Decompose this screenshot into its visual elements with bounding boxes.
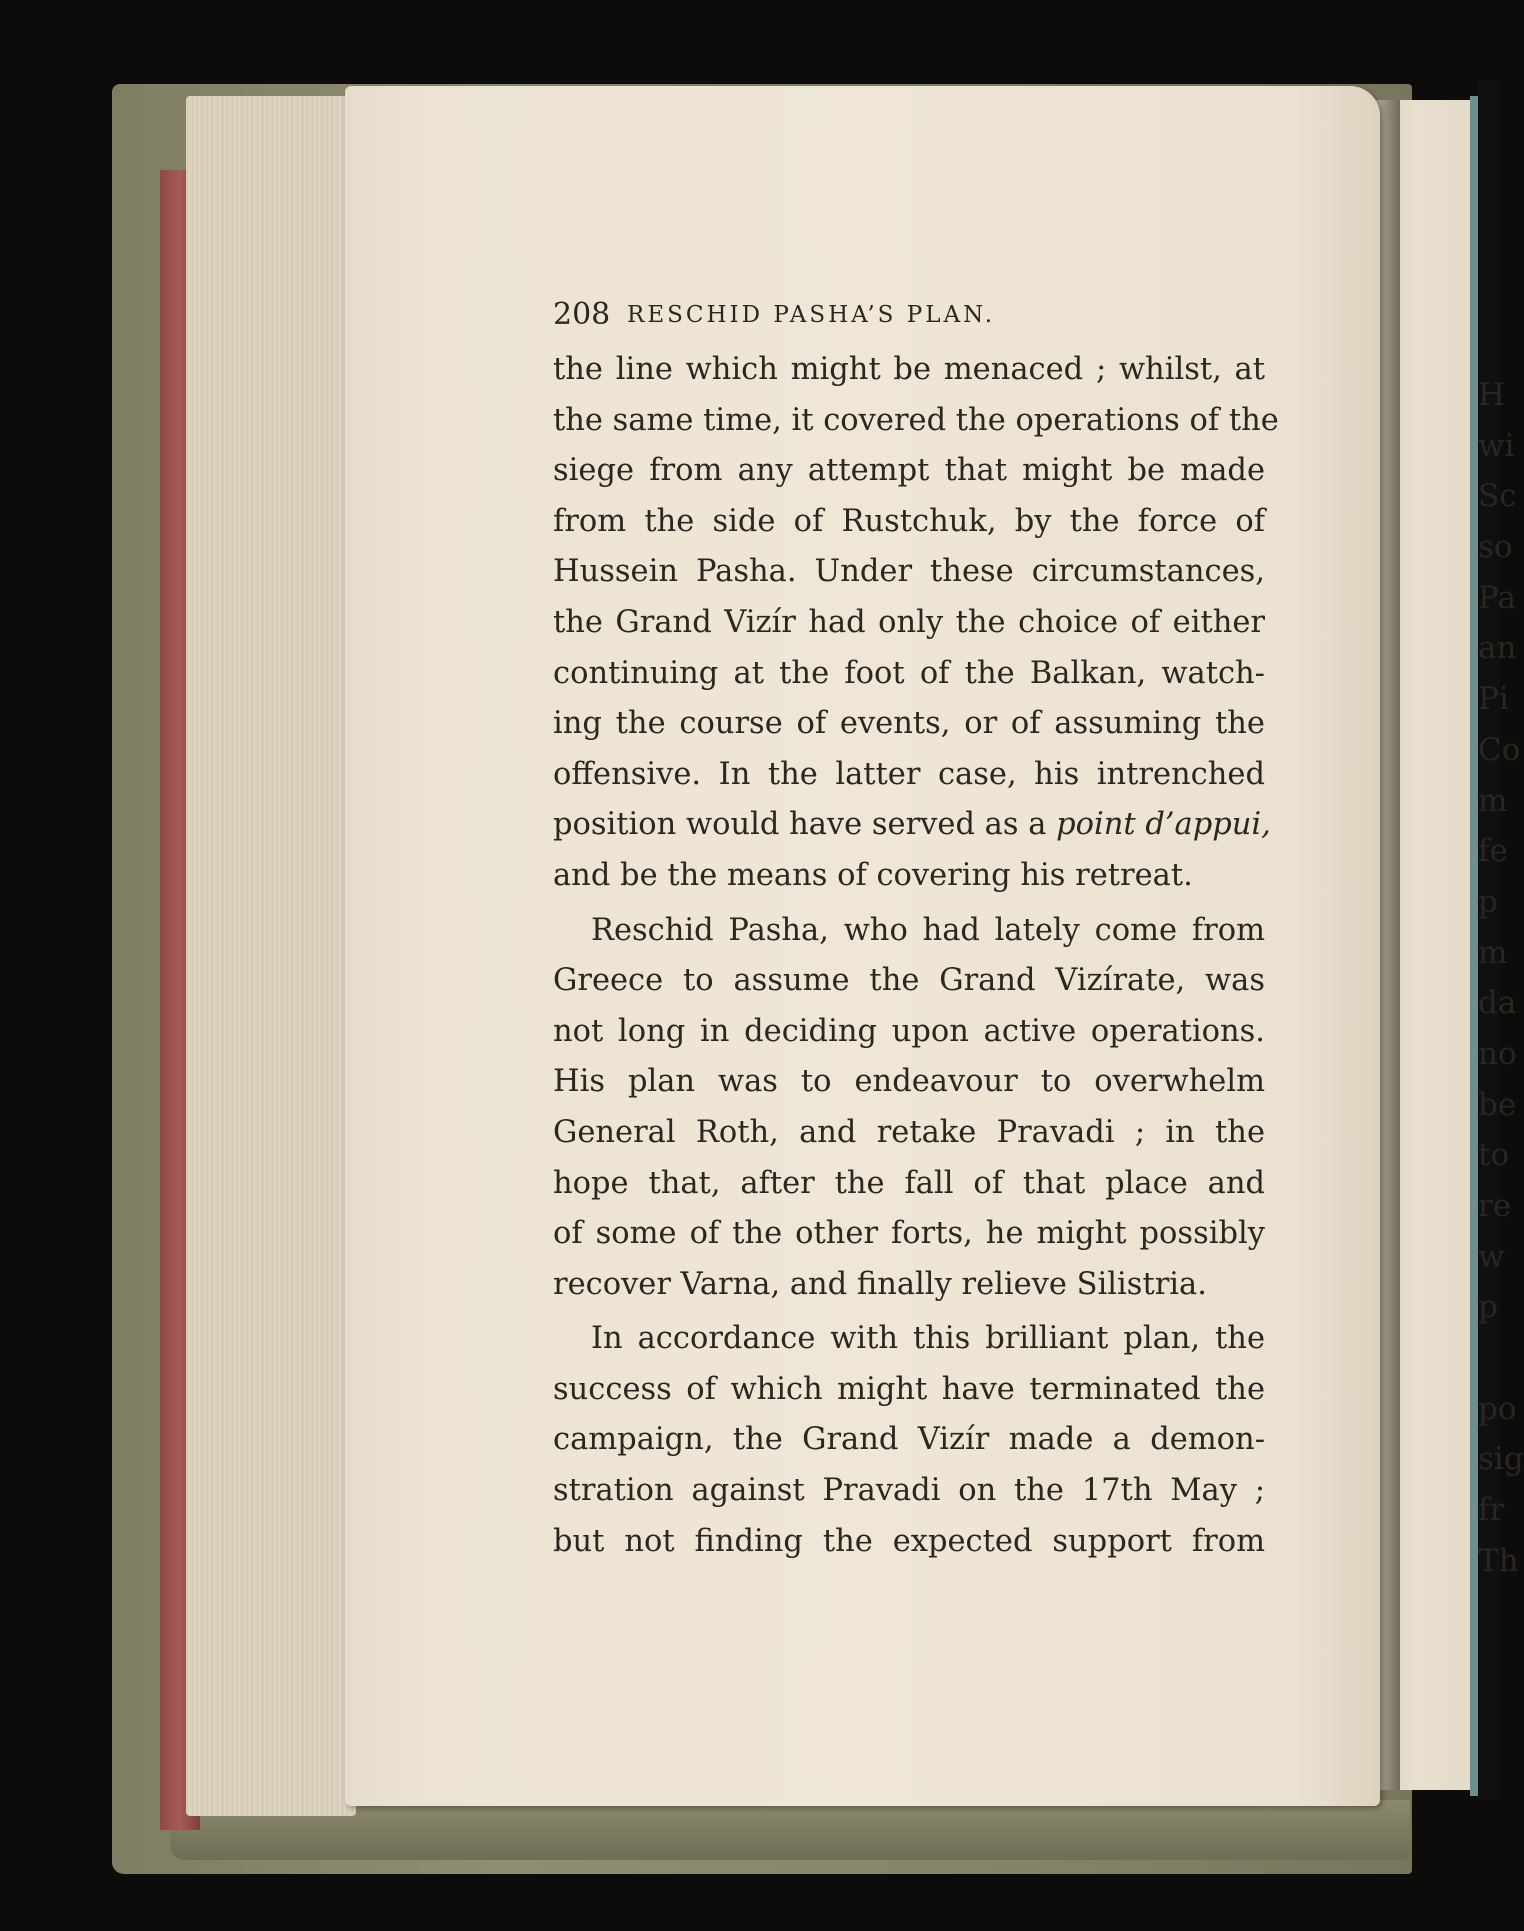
facing-fragment: be (1478, 1086, 1517, 1123)
facing-fragment: so (1478, 529, 1513, 566)
text-line: from the side of Rustchuk, by the force of (553, 503, 1265, 539)
facing-fragment: fr (1478, 1492, 1505, 1529)
page-stack (186, 96, 356, 1816)
text-line: the line which might be menaced ; whilst, at (553, 352, 1265, 387)
text-line: Hussein Pasha. Under these circumstances, (553, 554, 1265, 590)
facing-fragment: to (1478, 1137, 1510, 1174)
cover-bottom-edge (170, 1800, 1410, 1860)
facing-fragment: sig (1478, 1441, 1524, 1478)
text-line: and be the means of covering his retreat. (553, 857, 1193, 893)
facing-fragment: po (1478, 1390, 1517, 1427)
italic-phrase: point d’appui, (1056, 807, 1271, 843)
facing-fragment: re (1478, 1188, 1512, 1224)
facing-fragment: Pi (1478, 681, 1509, 718)
text-line: recover Varna, and finally relieve Silistria. (553, 1266, 1207, 1302)
facing-fragment: m (1478, 934, 1508, 971)
facing-fragment (1478, 1333, 1508, 1384)
facing-fragment: fe (1478, 833, 1508, 870)
text-line: ing the course of events, or of assuming the (553, 706, 1265, 742)
text-line-italic (553, 800, 1271, 851)
facing-fragment: p (1478, 883, 1498, 920)
text-line: Greece to assume the Grand Vizírate, was (553, 963, 1265, 999)
text-line: of some of the other forts, he might possibly (553, 1216, 1265, 1252)
text-line: stration against Pravadi on the 17th May ; (553, 1473, 1265, 1509)
text-line: the Grand Vizír had only the choice of either (553, 604, 1265, 640)
text-line: but not finding the expected support from (553, 1523, 1265, 1559)
facing-fragment: Co (1478, 731, 1521, 768)
facing-page-text (1478, 370, 1524, 1587)
facing-fragment: w (1478, 1238, 1505, 1275)
facing-fragment: wi (1478, 427, 1515, 464)
text-line: not long in deciding upon active operations. (553, 1013, 1265, 1049)
facing-fragment: H (1478, 377, 1506, 413)
running-head: RESCHID PASHA’S PLAN. (627, 302, 996, 328)
page-header (553, 292, 1265, 338)
facing-fragment: p (1478, 1289, 1498, 1326)
paragraph-2 (553, 906, 1265, 1311)
text-line: success of which might have terminated the (553, 1371, 1265, 1407)
facing-page-rule (1470, 96, 1478, 1796)
facing-fragment: Sc (1478, 478, 1517, 515)
text-line: the same time, it covered the operations of the (553, 402, 1279, 438)
text-line: continuing at the foot of the Balkan, watch- (553, 655, 1265, 691)
facing-fragment: Pa (1478, 579, 1516, 616)
paragraph-3 (553, 1314, 1265, 1567)
facing-fragment: an (1478, 630, 1517, 667)
text-line: His plan was to endeavour to overwhelm (553, 1064, 1265, 1100)
text-line: General Roth, and retake Pravadi ; in the (553, 1114, 1265, 1150)
text-line: campaign, the Grand Vizír made a demon- (553, 1422, 1265, 1458)
facing-fragment: Th (1478, 1542, 1519, 1579)
text-line: In accordance with this brilliant plan, the (591, 1321, 1265, 1357)
text-line: hope that, after the fall of that place and (553, 1165, 1265, 1201)
facing-fragment: no (1478, 1035, 1517, 1072)
paragraph-1 (553, 345, 1279, 902)
text-span: position would have served as a (553, 807, 1057, 843)
text-line: siege from any attempt that might be made (553, 453, 1265, 489)
facing-fragment: m (1478, 782, 1508, 819)
text-line: offensive. In the latter case, his intrenched (553, 756, 1265, 792)
page-text (553, 292, 1279, 1567)
facing-fragment: da (1478, 985, 1517, 1022)
text-line: Reschid Pasha, who had lately come from (591, 912, 1265, 948)
page-number: 208 (553, 297, 611, 332)
